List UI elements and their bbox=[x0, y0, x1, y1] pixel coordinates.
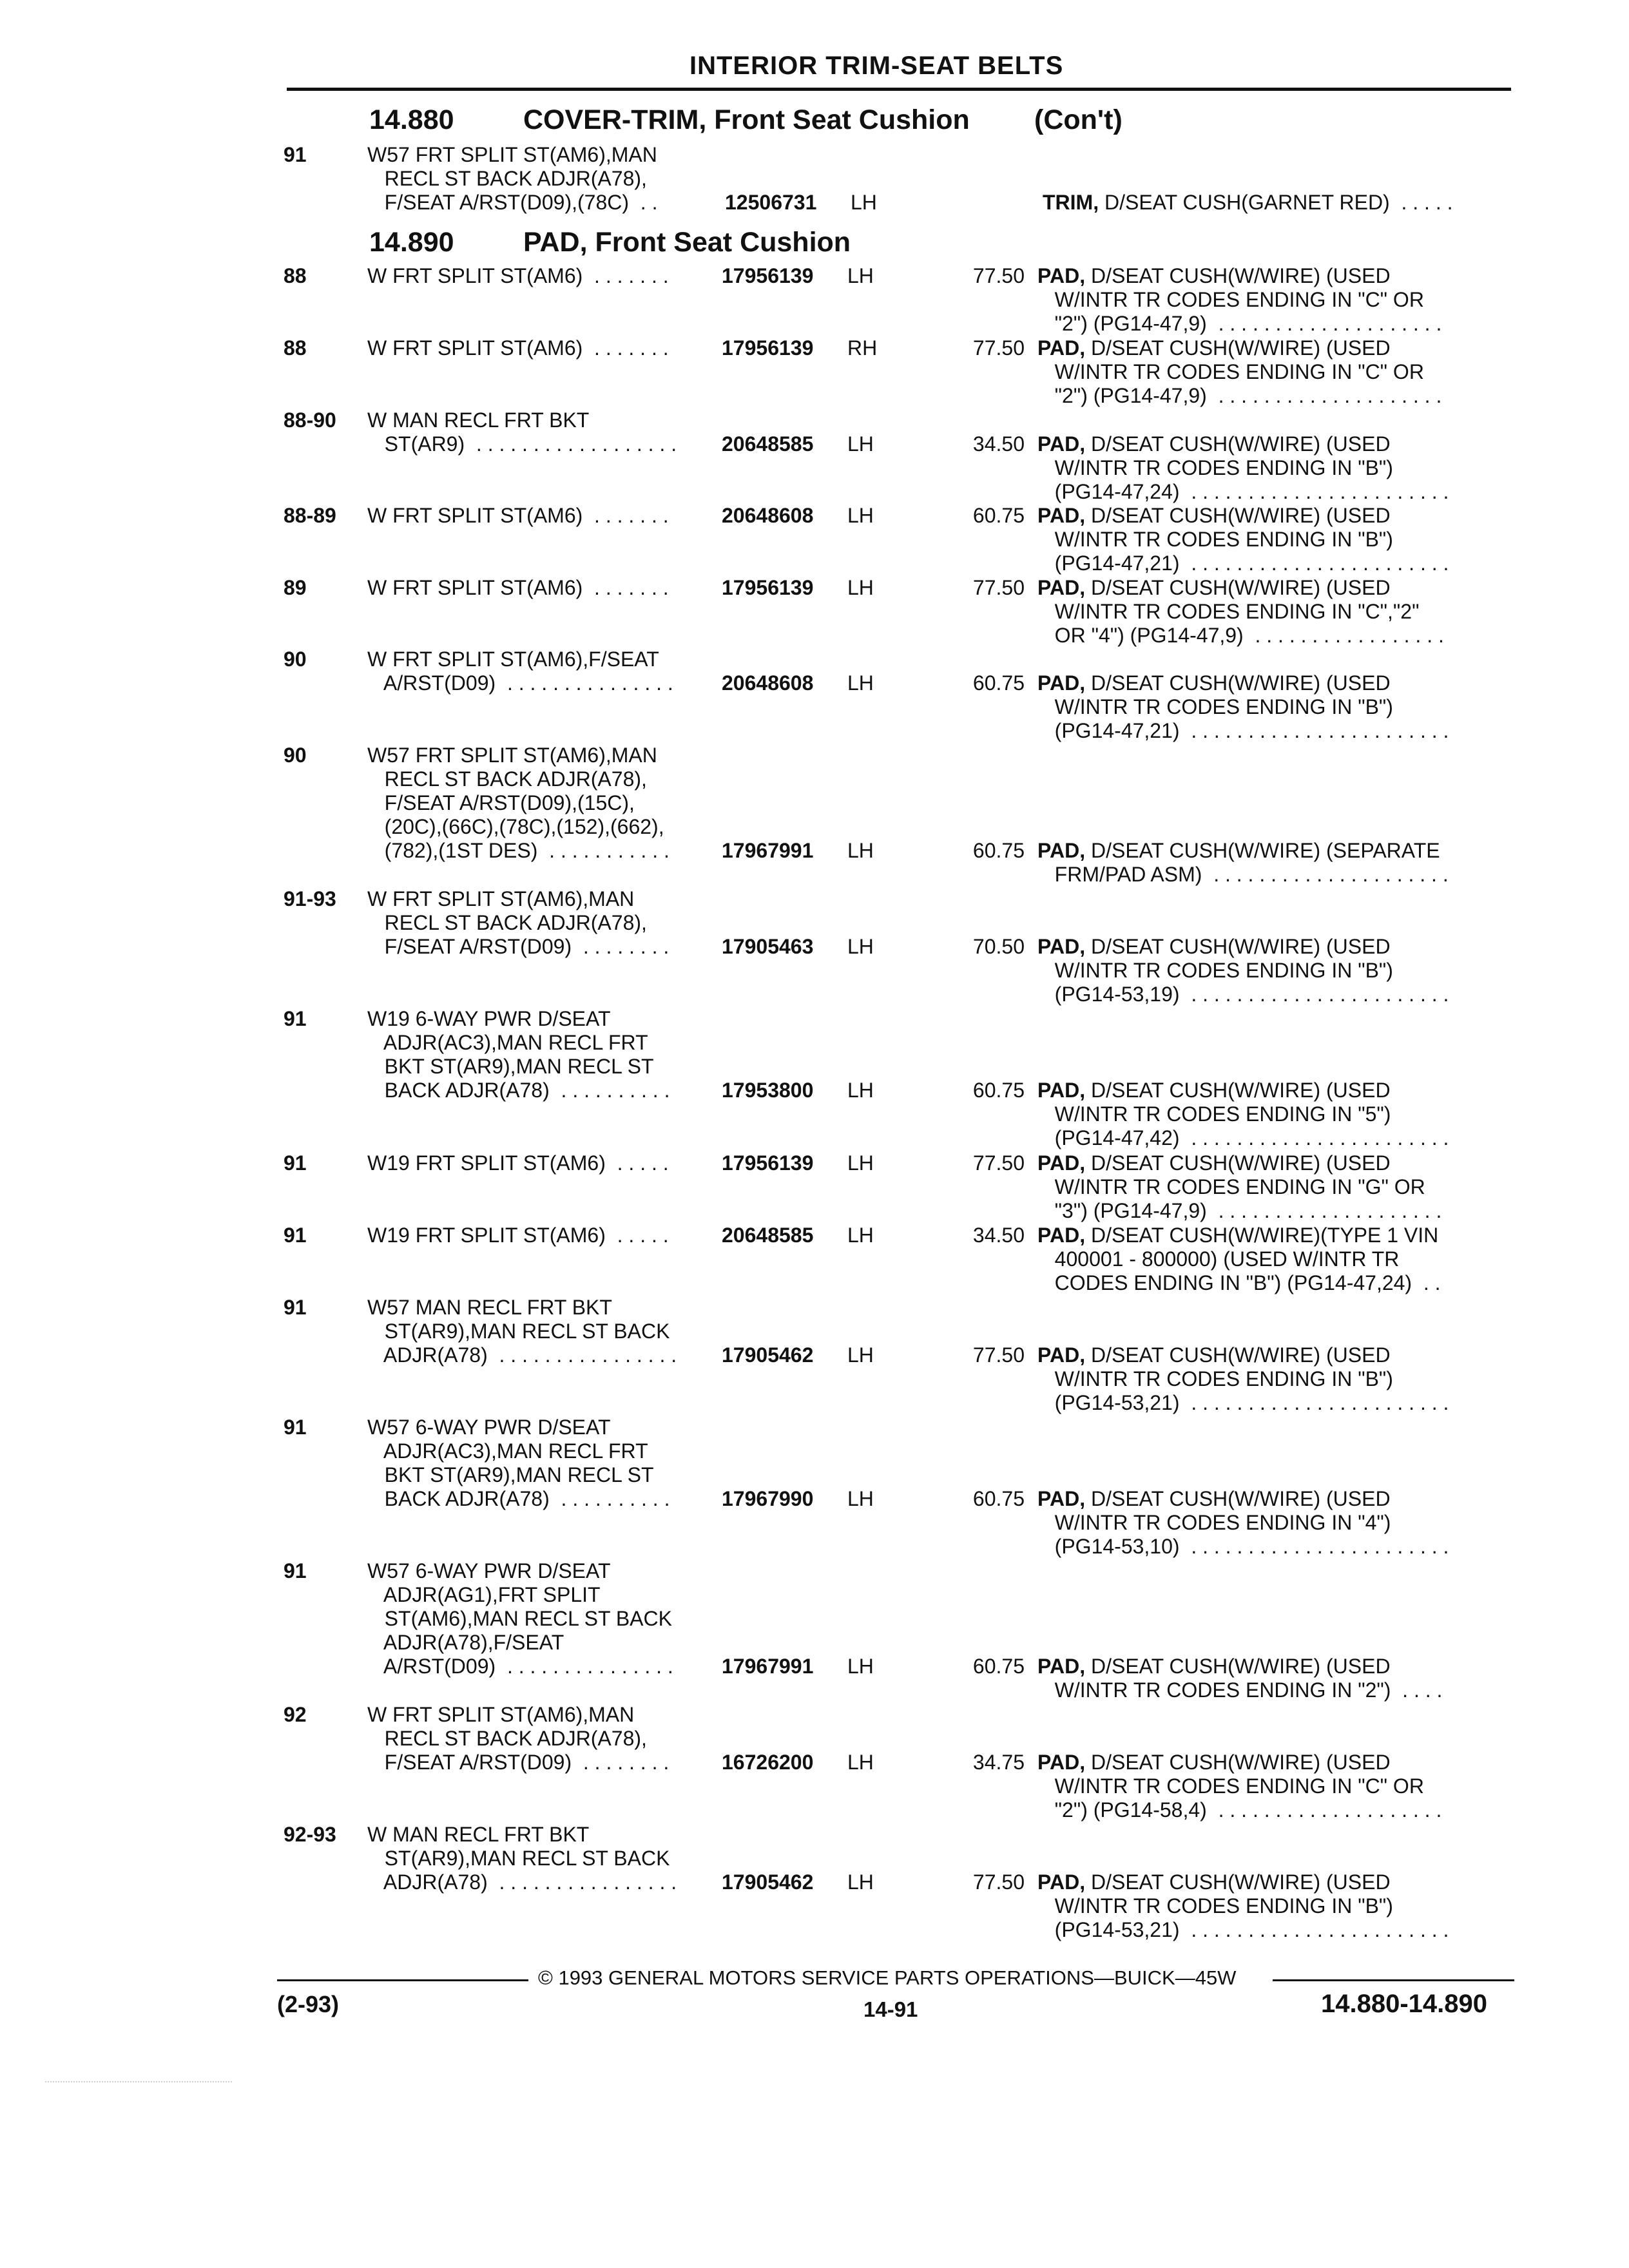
model-year: 91 bbox=[284, 1416, 307, 1439]
model-year: 91 bbox=[284, 1224, 307, 1247]
side: LH bbox=[847, 1224, 874, 1247]
model-year: 88-89 bbox=[284, 504, 336, 527]
list-price: 34.50 bbox=[972, 432, 1025, 456]
usage-description: W57 6-WAY PWR D/SEAT ADJR(AG1),FRT SPLIT ST(AM6),MAN RECL ST BACK ADJR(A78),F/SEAT A/RST(D09) . . . . . . . . . . . . . . . bbox=[367, 1559, 673, 1678]
part-name: PAD, D/SEAT CUSH(W/WIRE) (USED W/INTR TR CODES ENDING IN "C" OR "2") (PG14-47,9) . . . . . . . . . . . . . . . . . . . . bbox=[1037, 336, 1442, 407]
usage-description: W57 6-WAY PWR D/SEAT ADJR(AC3),MAN RECL FRT BKT ST(AR9),MAN RECL ST BACK ADJR(A78) . . . . . . . . . . bbox=[367, 1416, 670, 1510]
model-year: 92 bbox=[284, 1703, 307, 1726]
side: LH bbox=[847, 504, 874, 527]
list-price: 77.50 bbox=[972, 1343, 1025, 1367]
section-range: 14.880-14.890 bbox=[1321, 1990, 1488, 2018]
part-number: 17967991 bbox=[722, 839, 814, 862]
model-year: 91 bbox=[284, 1151, 307, 1175]
side: LH bbox=[847, 576, 874, 599]
footer-rule-right bbox=[1273, 1979, 1514, 1981]
part-number: 20648608 bbox=[722, 671, 814, 695]
page-header-title: INTERIOR TRIM-SEAT BELTS bbox=[689, 52, 1064, 80]
list-price: 70.50 bbox=[972, 935, 1025, 958]
part-name: PAD, D/SEAT CUSH(W/WIRE) (USED W/INTR TR CODES ENDING IN "B") (PG14-47,24) . . . . . . . . . . . . . . . . . . . . . . . bbox=[1037, 432, 1449, 503]
part-name: PAD, D/SEAT CUSH(W/WIRE) (USED W/INTR TR CODES ENDING IN "C" OR "2") (PG14-47,9) . . . . . . . . . . . . . . . . . . . . bbox=[1037, 264, 1442, 335]
part-number: 16726200 bbox=[722, 1751, 814, 1774]
model-year: 90 bbox=[284, 648, 307, 671]
list-price: 60.75 bbox=[972, 1079, 1025, 1102]
model-year: 89 bbox=[284, 576, 307, 599]
side: LH bbox=[851, 191, 877, 214]
side: LH bbox=[847, 1870, 874, 1894]
list-price: 34.75 bbox=[972, 1751, 1025, 1774]
section-number: 14.880 bbox=[369, 104, 454, 135]
usage-description: W FRT SPLIT ST(AM6) . . . . . . . bbox=[367, 504, 669, 527]
model-year: 88 bbox=[284, 264, 307, 287]
side: LH bbox=[847, 432, 874, 456]
part-name: PAD, D/SEAT CUSH(W/WIRE) (USED W/INTR TR CODES ENDING IN "G" OR "3") (PG14-47,9) . . . . . . . . . . . . . . . . . . . . bbox=[1037, 1151, 1442, 1222]
side: LH bbox=[847, 935, 874, 958]
section-title: COVER-TRIM, Front Seat Cushion bbox=[523, 104, 970, 135]
revision-date: (2-93) bbox=[277, 1991, 340, 2017]
list-price: 77.50 bbox=[972, 1870, 1025, 1894]
part-name: PAD, D/SEAT CUSH(W/WIRE) (USED W/INTR TR CODES ENDING IN "B") (PG14-47,21) . . . . . . . . . . . . . . . . . . . . . . . bbox=[1037, 504, 1449, 575]
part-name: PAD, D/SEAT CUSH(W/WIRE) (USED W/INTR TR CODES ENDING IN "B") (PG14-53,21) . . . . . . . . . . . . . . . . . . . . . . . bbox=[1037, 1870, 1449, 1941]
usage-description: W FRT SPLIT ST(AM6),F/SEAT A/RST(D09) . . . . . . . . . . . . . . . bbox=[367, 648, 673, 695]
usage-description: W FRT SPLIT ST(AM6),MAN RECL ST BACK ADJR(A78), F/SEAT A/RST(D09) . . . . . . . . bbox=[367, 1703, 670, 1774]
list-price: 77.50 bbox=[972, 336, 1025, 360]
part-number: 17905463 bbox=[722, 935, 814, 958]
part-number: 17953800 bbox=[722, 1079, 814, 1102]
side: RH bbox=[847, 336, 878, 360]
usage-description: W19 FRT SPLIT ST(AM6) . . . . . bbox=[367, 1224, 669, 1247]
list-price: 34.50 bbox=[972, 1224, 1025, 1247]
usage-description: W19 FRT SPLIT ST(AM6) . . . . . bbox=[367, 1151, 669, 1175]
side: LH bbox=[847, 264, 874, 287]
usage-description: W MAN RECL FRT BKT ST(AR9) . . . . . . . . . . . . . . . . . . bbox=[367, 408, 677, 456]
scan-artifact bbox=[45, 2081, 232, 2082]
part-name: TRIM, D/SEAT CUSH(GARNET RED) . . . . . bbox=[1043, 191, 1453, 214]
copyright-notice: © 1993 GENERAL MOTORS SERVICE PARTS OPERATIONS—BUICK—45W bbox=[538, 1966, 1237, 1989]
usage-description: W MAN RECL FRT BKT ST(AR9),MAN RECL ST BACK ADJR(A78) . . . . . . . . . . . . . . . . bbox=[367, 1823, 677, 1894]
usage-description: W FRT SPLIT ST(AM6) . . . . . . . bbox=[367, 264, 669, 287]
model-year: 91 bbox=[284, 1296, 307, 1319]
part-name: PAD, D/SEAT CUSH(W/WIRE) (USED W/INTR TR CODES ENDING IN "B") (PG14-47,21) . . . . . . . . . . . . . . . . . . . . . . . bbox=[1037, 671, 1449, 742]
part-number: 17905462 bbox=[722, 1870, 814, 1894]
side: LH bbox=[847, 671, 874, 695]
part-number: 17956139 bbox=[722, 264, 814, 287]
model-year: 90 bbox=[284, 744, 307, 767]
side: LH bbox=[847, 1079, 874, 1102]
section-title: PAD, Front Seat Cushion bbox=[523, 227, 851, 258]
part-name: PAD, D/SEAT CUSH(W/WIRE) (USED W/INTR TR CODES ENDING IN "B") (PG14-53,19) . . . . . . . . . . . . . . . . . . . . . . . bbox=[1037, 935, 1449, 1006]
part-number: 20648585 bbox=[722, 1224, 814, 1247]
part-name: PAD, D/SEAT CUSH(W/WIRE) (USED W/INTR TR CODES ENDING IN "4") (PG14-53,10) . . . . . . . . . . . . . . . . . . . . . . . bbox=[1037, 1487, 1449, 1558]
usage-description: W FRT SPLIT ST(AM6) . . . . . . . bbox=[367, 336, 669, 360]
list-price: 60.75 bbox=[972, 504, 1025, 527]
model-year: 91 bbox=[284, 143, 307, 166]
usage-description: W FRT SPLIT ST(AM6),MAN RECL ST BACK ADJR(A78), F/SEAT A/RST(D09) . . . . . . . . bbox=[367, 887, 670, 958]
part-name: PAD, D/SEAT CUSH(W/WIRE) (USED W/INTR TR CODES ENDING IN "C" OR "2") (PG14-58,4) . . . . . . . . . . . . . . . . . . . . bbox=[1037, 1751, 1442, 1821]
model-year: 88-90 bbox=[284, 408, 336, 432]
list-price: 77.50 bbox=[972, 576, 1025, 599]
part-name: PAD, D/SEAT CUSH(W/WIRE)(TYPE 1 VIN 400001 - 800000) (USED W/INTR TR CODES ENDING IN "B") (PG14-47,24) . . bbox=[1037, 1224, 1441, 1294]
list-price: 60.75 bbox=[972, 671, 1025, 695]
header-rule bbox=[287, 88, 1511, 91]
side: LH bbox=[847, 1655, 874, 1678]
side: LH bbox=[847, 1151, 874, 1175]
part-number: 17967990 bbox=[722, 1487, 814, 1510]
usage-description: W57 FRT SPLIT ST(AM6),MAN RECL ST BACK ADJR(A78), F/SEAT A/RST(D09),(15C), (20C),(66C),(78C),(152),(662), (782),(1ST DES) . . . . . . . . . . . bbox=[367, 744, 670, 862]
section-number: 14.890 bbox=[369, 227, 454, 258]
list-price: 77.50 bbox=[972, 1151, 1025, 1175]
model-year: 91-93 bbox=[284, 887, 336, 910]
part-number: 17956139 bbox=[722, 336, 814, 360]
model-year: 88 bbox=[284, 336, 307, 360]
part-number: 20648585 bbox=[722, 432, 814, 456]
side: LH bbox=[847, 1487, 874, 1510]
part-number: 12506731 bbox=[725, 191, 817, 214]
model-year: 92-93 bbox=[284, 1823, 336, 1846]
model-year: 91 bbox=[284, 1007, 307, 1030]
list-price: 60.75 bbox=[972, 839, 1025, 862]
part-number: 20648608 bbox=[722, 504, 814, 527]
section-continued: (Con't) bbox=[1034, 104, 1123, 135]
part-number: 17967991 bbox=[722, 1655, 814, 1678]
list-price: 77.50 bbox=[972, 264, 1025, 287]
part-name: PAD, D/SEAT CUSH(W/WIRE) (USED W/INTR TR CODES ENDING IN "2") . . . . bbox=[1037, 1655, 1443, 1702]
usage-description: W19 6-WAY PWR D/SEAT ADJR(AC3),MAN RECL FRT BKT ST(AR9),MAN RECL ST BACK ADJR(A78) . . . . . . . . . . bbox=[367, 1007, 670, 1102]
side: LH bbox=[847, 1751, 874, 1774]
usage-description: W FRT SPLIT ST(AM6) . . . . . . . bbox=[367, 576, 669, 599]
footer-rule-left bbox=[277, 1979, 528, 1981]
part-name: PAD, D/SEAT CUSH(W/WIRE) (USED W/INTR TR CODES ENDING IN "B") (PG14-53,21) . . . . . . . . . . . . . . . . . . . . . . . bbox=[1037, 1343, 1449, 1414]
part-number: 17956139 bbox=[722, 1151, 814, 1175]
usage-description: W57 MAN RECL FRT BKT ST(AR9),MAN RECL ST BACK ADJR(A78) . . . . . . . . . . . . . . . . bbox=[367, 1296, 677, 1367]
part-number: 17905462 bbox=[722, 1343, 814, 1367]
usage-description: W57 FRT SPLIT ST(AM6),MAN RECL ST BACK ADJR(A78), F/SEAT A/RST(D09),(78C) . . bbox=[367, 143, 658, 214]
page-number: 14-91 bbox=[863, 1997, 918, 2021]
list-price: 60.75 bbox=[972, 1655, 1025, 1678]
part-name: PAD, D/SEAT CUSH(W/WIRE) (USED W/INTR TR CODES ENDING IN "5") (PG14-47,42) . . . . . . . . . . . . . . . . . . . . . . . bbox=[1037, 1079, 1449, 1149]
part-number: 17956139 bbox=[722, 576, 814, 599]
list-price: 60.75 bbox=[972, 1487, 1025, 1510]
part-name: PAD, D/SEAT CUSH(W/WIRE) (USED W/INTR TR CODES ENDING IN "C","2" OR "4") (PG14-47,9) . . . . . . . . . . . . . . . . . bbox=[1037, 576, 1444, 647]
side: LH bbox=[847, 839, 874, 862]
side: LH bbox=[847, 1343, 874, 1367]
model-year: 91 bbox=[284, 1559, 307, 1582]
part-name: PAD, D/SEAT CUSH(W/WIRE) (SEPARATE FRM/PAD ASM) . . . . . . . . . . . . . . . . . . . . . bbox=[1037, 839, 1449, 886]
